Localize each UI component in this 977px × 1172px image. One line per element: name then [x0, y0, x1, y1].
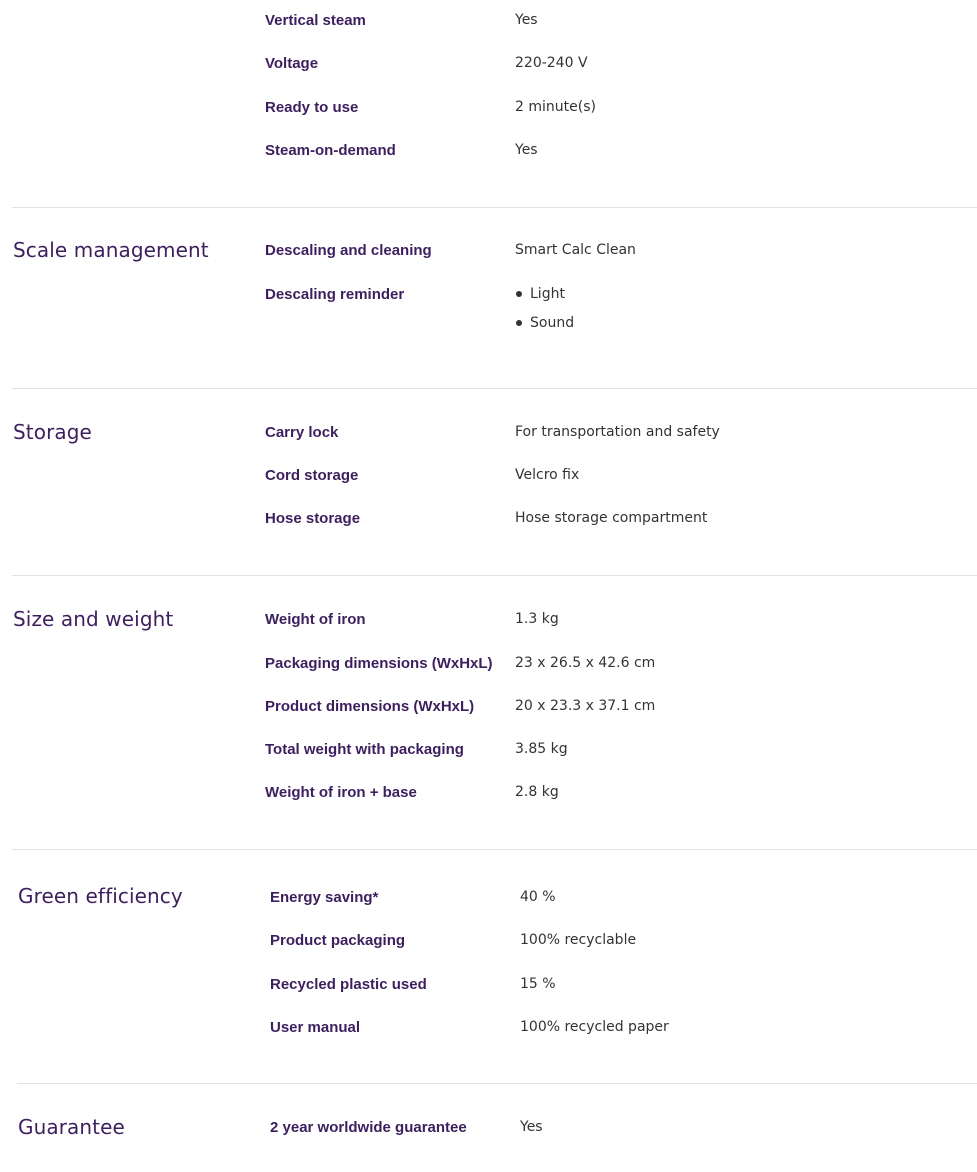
spec-label: Hose storage: [265, 510, 361, 527]
section-divider: [12, 388, 977, 389]
spec-label: Total weight with packaging: [265, 741, 464, 758]
spec-label: Weight of iron + base: [265, 784, 417, 801]
spec-row-descaling-and-cleaning: [0, 243, 977, 273]
spec-row-worldwide-guarantee: [0, 1120, 977, 1150]
spec-row-product-dimensions: [0, 699, 977, 729]
spec-label: Steam-on-demand: [265, 142, 396, 159]
spec-value: Yes: [515, 142, 538, 158]
spec-row-product-packaging: [0, 933, 977, 963]
spec-row-cord-storage: [0, 468, 977, 498]
spec-label: Product dimensions (WxHxL): [265, 698, 475, 715]
spec-value: 2.8 kg: [515, 784, 559, 800]
spec-label: Cord storage: [265, 467, 359, 484]
spec-row-vertical-steam: [0, 13, 977, 43]
spec-row-packaging-dimensions: [0, 656, 977, 686]
list-item: [515, 287, 574, 316]
spec-label: Vertical steam: [265, 12, 366, 29]
section-title: Guarantee: [18, 1115, 125, 1139]
spec-label: Recycled plastic used: [270, 976, 427, 993]
spec-label: Ready to use: [265, 99, 359, 116]
section-title: Size and weight: [13, 607, 174, 631]
spec-label: Packaging dimensions (WxHxL): [265, 655, 493, 672]
spec-label: Carry lock: [265, 424, 339, 441]
spec-value: Yes: [520, 1119, 543, 1135]
spec-label: Descaling reminder: [265, 286, 405, 303]
spec-label: Product packaging: [270, 932, 406, 949]
section-title: Storage: [13, 420, 92, 444]
spec-row-total-weight-with-packaging: [0, 742, 977, 772]
spec-row-voltage: [0, 56, 977, 86]
spec-row-carry-lock: [0, 425, 977, 455]
spec-label: Energy saving*: [270, 889, 379, 906]
bullet-text: Light: [530, 286, 565, 302]
spec-value: 220-240 V: [515, 55, 588, 71]
spec-value: 1.3 kg: [515, 611, 559, 627]
spec-row-weight-of-iron-base: [0, 785, 977, 815]
section-divider: [17, 1083, 977, 1084]
spec-value: 20 x 23.3 x 37.1 cm: [515, 698, 656, 714]
spec-row-hose-storage: [0, 511, 977, 541]
spec-value: 2 minute(s): [515, 99, 596, 115]
section-title: Scale management: [13, 238, 209, 262]
spec-value: For transportation and safety: [515, 424, 720, 440]
spec-row-ready-to-use: [0, 100, 977, 130]
spec-row-user-manual: [0, 1020, 977, 1050]
spec-value: Smart Calc Clean: [515, 242, 636, 258]
section-divider: [12, 849, 977, 850]
section-divider: [12, 575, 977, 576]
spec-value: Yes: [515, 12, 538, 28]
bullet-list: [515, 287, 574, 345]
spec-label: 2 year worldwide guarantee: [270, 1119, 467, 1136]
bullet-icon: [516, 320, 522, 326]
spec-value: Velcro fix: [515, 467, 580, 483]
list-item: [515, 316, 574, 345]
spec-label: User manual: [270, 1019, 361, 1036]
bullet-text: Sound: [530, 315, 575, 331]
bullet-icon: [516, 291, 522, 297]
spec-value: Hose storage compartment: [515, 510, 708, 526]
section-title: Green efficiency: [18, 884, 183, 908]
spec-value: 3.85 kg: [515, 741, 568, 757]
spec-value: 100% recyclable: [520, 932, 637, 948]
spec-label: Descaling and cleaning: [265, 242, 432, 259]
spec-value: 100% recycled paper: [520, 1019, 669, 1035]
spec-label: Voltage: [265, 55, 319, 72]
spec-row-recycled-plastic-used: [0, 977, 977, 1007]
spec-value: 40 %: [520, 889, 556, 905]
spec-value: 15 %: [520, 976, 556, 992]
spec-label: Weight of iron: [265, 611, 366, 628]
spec-row-descaling-reminder: [0, 286, 977, 331]
spec-row-steam-on-demand: [0, 143, 977, 173]
section-divider: [12, 207, 977, 208]
spec-value: 23 x 26.5 x 42.6 cm: [515, 655, 656, 671]
spec-row-weight-of-iron: [0, 612, 977, 642]
spec-row-energy-saving: [0, 890, 977, 920]
